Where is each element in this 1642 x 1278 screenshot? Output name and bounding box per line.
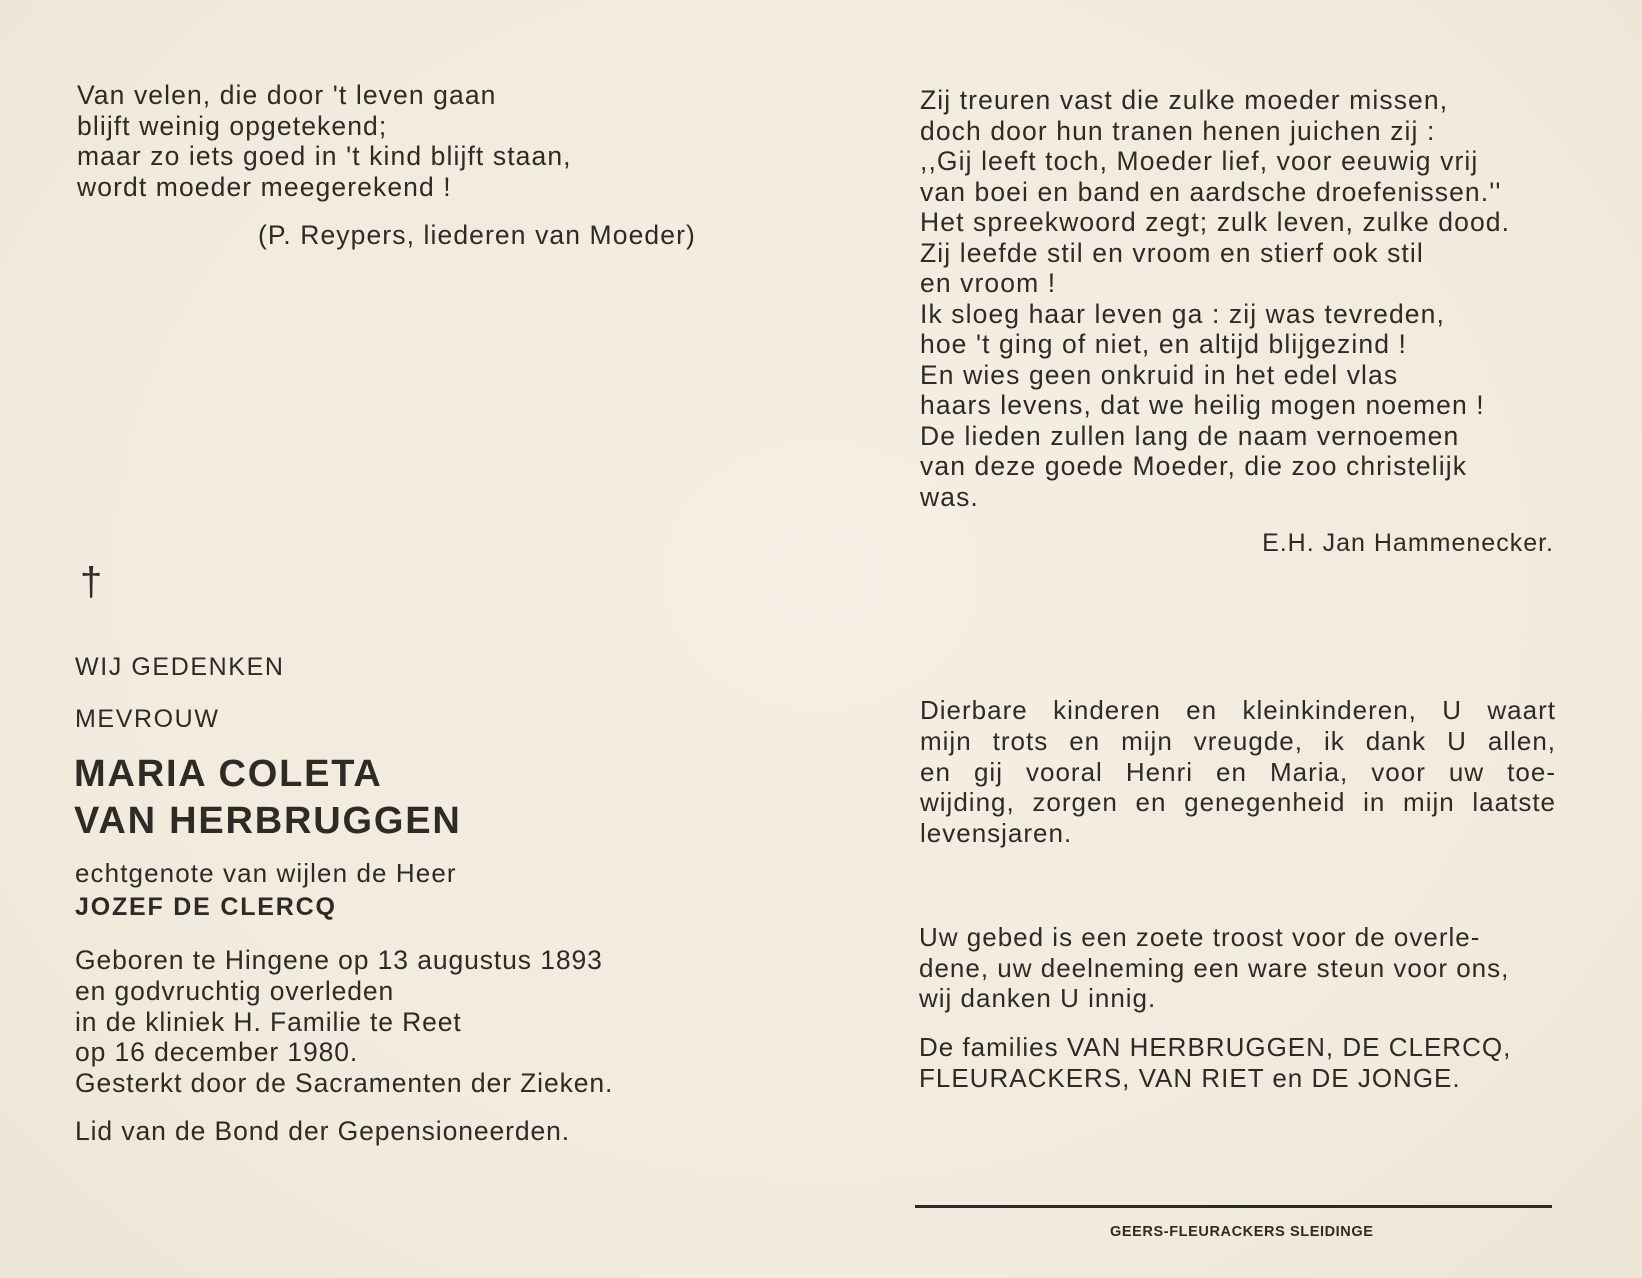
bio-line: Gesterkt door de Sacramenten der Zieken. [75,1068,614,1099]
deceased-name-line: MARIA COLETA [74,753,383,795]
membership-note: Lid van de Bond der Gepensioneerden. [75,1116,571,1146]
divider-rule [915,1205,1552,1208]
left-poem-attribution: (P. Reypers, liederen van Moeder) [258,220,696,250]
bio-line: Geboren te Hingene op 13 augustus 1893 [75,945,603,975]
poem-line: Zij treuren vast die zulke moeder missen, [920,85,1449,115]
poem-line: was. [920,481,979,512]
right-poem [920,85,1510,512]
poem-line: blijft weinig opgetekend; [77,110,388,141]
biography [75,945,613,1099]
poem-line: wordt moeder meegerekend ! [77,171,452,202]
poem-line: En wies geen onkruid in het edel vlas [920,359,1399,390]
left-poem [77,80,572,202]
poem-line: Van velen, die door 't leven gaan [77,80,497,110]
deceased-name-line: VAN HERBRUGGEN [74,800,462,842]
poem-line: doch door hun tranen henen juichen zij : [920,115,1436,146]
cross-icon: † [80,560,103,604]
poem-line: Ik sloeg haar leven ga : zij was tevreden, [920,298,1445,329]
spouse-name: JOZEF DE CLERCQ [75,893,337,921]
deceased-name [74,751,462,845]
prayer-line: Uw gebed is een zoete troost voor de overle- [919,922,1481,952]
honorific-title: MEVROUW [75,705,220,733]
thanks-line: mijn trots en mijn vreugde, ik dank U allen, [920,725,1556,756]
right-poem-attribution: E.H. Jan Hammenecker. [1262,529,1554,557]
poem-line: hoe 't ging of niet, en altijd blijgezind ! [920,329,1407,359]
thanks-paragraph [920,695,1556,849]
poem-line: De lieden zullen lang de naam vernoemen [920,420,1460,451]
prayer-line: dene, uw deelneming een ware steun voor ons, [919,952,1510,983]
poem-line: ,,Gij leeft toch, Moeder lief, voor eeuwig vrij [920,146,1479,176]
printer-credit: GEERS-FLEURACKERS SLEIDINGE [1110,1224,1374,1240]
poem-line: Het spreekwoord zegt; zulk leven, zulke dood. [920,207,1511,237]
families-line: De families VAN HERBRUGGEN, DE CLERCQ, [919,1032,1512,1062]
thanks-line: levensjaren. [920,818,1073,849]
poem-line: maar zo iets goed in 't kind blijft staan, [77,141,572,171]
prayer-paragraph [919,922,1509,1014]
thanks-line: Dierbare kinderen en kleinkinderen, U waart [920,695,1556,725]
prayer-line: wij danken U innig. [919,983,1157,1013]
poem-line: van boei en band en aardsche droefenissen.'' [920,176,1502,207]
families-line: FLEURACKERS, VAN RIET en DE JONGE. [919,1063,1461,1093]
bio-line: in de kliniek H. Familie te Reet [75,1006,462,1037]
poem-line: haars levens, dat we heilig mogen noemen ! [920,390,1485,420]
memorial-heading: WIJ GEDENKEN [75,653,285,681]
poem-line: en vroom ! [920,268,1057,298]
thanks-line: wijding, zorgen en genegenheid in mijn laatste [920,787,1556,818]
families-paragraph [919,1032,1511,1094]
bio-line: op 16 december 1980. [75,1037,359,1068]
poem-line: Zij leefde stil en vroom en stierf ook stil [920,237,1424,268]
bio-line: en godvruchtig overleden [75,975,395,1006]
spouse-intro: echtgenote van wijlen de Heer [75,858,457,888]
thanks-line: en gij vooral Henri en Maria, voor uw toe- [920,756,1556,787]
poem-line: van deze goede Moeder, die zoo christelijk [920,451,1468,481]
